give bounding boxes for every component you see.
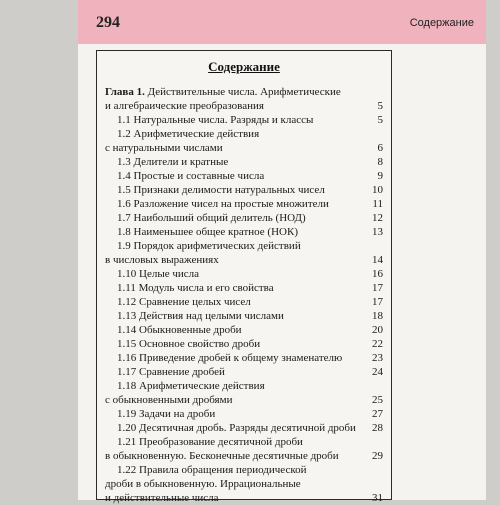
toc-entry [105, 225, 385, 239]
toc-entry-page: 28 [372, 422, 383, 434]
toc-entry [105, 477, 385, 491]
toc-entry-page: 27 [372, 408, 383, 420]
chapter-label: Глава 1. [105, 86, 145, 98]
toc-entry-title: 1.8 Наименьшее общее кратное (НОК) [117, 226, 298, 238]
toc-entry [105, 463, 385, 477]
toc-entry-page: 6 [377, 142, 383, 154]
chapter-title-line [105, 85, 385, 99]
toc-entry-title: и действительные числа [105, 492, 219, 504]
toc-entry-title: 1.1 Натуральные числа. Разряды и классы [117, 114, 314, 126]
toc-entry-title: 1.7 Наибольший общий делитель (НОД) [117, 212, 306, 224]
toc-entry-title: 1.4 Простые и составные числа [117, 170, 265, 182]
toc-entry-title: 1.13 Действия над целыми числами [117, 310, 284, 322]
toc-entry-page: 17 [372, 296, 383, 308]
toc-entry-page: 12 [372, 212, 383, 224]
toc-entry-title: 1.2 Арифметические действия [117, 128, 260, 140]
toc-entry [105, 155, 385, 169]
toc-entry-page: 14 [372, 254, 383, 266]
chapter-title-line2: и алгебраические преобразования [105, 100, 264, 112]
toc-entry [105, 393, 385, 407]
toc-entry-page: 5 [377, 114, 383, 126]
toc-entry [105, 379, 385, 393]
toc-entry-page: 8 [377, 156, 383, 168]
toc-entry-page: 20 [372, 324, 383, 336]
toc-entry-title: в числовых выражениях [105, 254, 219, 266]
toc-entry [105, 365, 385, 379]
toc-entry [105, 141, 385, 155]
toc-heading: Содержание [208, 59, 280, 74]
toc-entry-page: 24 [372, 366, 383, 378]
toc-entry [105, 197, 385, 211]
toc-entry-title: 1.15 Основное свойство дроби [117, 338, 261, 350]
toc-entry-title: 1.5 Признаки делимости натуральных чисел [117, 184, 325, 196]
toc-entry [105, 211, 385, 225]
toc-entry-page: 17 [372, 282, 383, 294]
toc-entry [105, 351, 385, 365]
toc-entry [105, 323, 385, 337]
toc-entry [105, 267, 385, 281]
toc-entry-title: 1.14 Обыкновенные дроби [117, 324, 242, 336]
toc-entry-title: с обыкновенными дробями [105, 394, 233, 406]
toc-entry-title: 1.19 Задачи на дроби [117, 408, 216, 420]
toc-entry-title: 1.17 Сравнение дробей [117, 366, 225, 378]
toc-entry-title: с натуральными числами [105, 142, 223, 154]
toc-entry-page: 13 [372, 226, 383, 238]
toc-entry [105, 169, 385, 183]
toc-entry [105, 127, 385, 141]
toc-entry-title: 1.11 Модуль числа и его свойства [117, 282, 274, 294]
toc-entry [105, 295, 385, 309]
toc-entry-title: 1.16 Приведение дробей к общему знаменателю [117, 352, 343, 364]
toc-entry-title: 1.3 Делители и кратные [117, 156, 229, 168]
toc-entry [105, 183, 385, 197]
toc-entry-page: 18 [372, 310, 383, 322]
toc-entry-title: 1.12 Сравнение целых чисел [117, 296, 251, 308]
toc-entry-page: 11 [372, 198, 383, 210]
toc-entry-title: 1.20 Десятичная дробь. Разряды десятичной дроби [117, 422, 356, 434]
toc-entry-page: 9 [377, 170, 383, 182]
toc-entry [105, 407, 385, 421]
toc-entry-page: 31 [372, 492, 383, 504]
toc-entry [105, 281, 385, 295]
page-number: 294 [96, 14, 120, 31]
chapter-title-line1: Действительные числа. Арифметические [147, 86, 341, 98]
toc-entry-page: 29 [372, 450, 383, 462]
toc-entry [105, 253, 385, 267]
toc-entry [105, 421, 385, 435]
toc-entry-page: 22 [372, 338, 383, 350]
toc-entry-page: 23 [372, 352, 383, 364]
toc-entry-title: 1.18 Арифметические действия [117, 380, 265, 392]
running-title: Содержание [409, 17, 474, 29]
toc-entry-title: 1.22 Правила обращения периодической [117, 464, 307, 476]
toc-entry-page: 16 [372, 268, 383, 280]
toc-entry [105, 337, 385, 351]
chapter-page: 5 [377, 100, 383, 112]
toc-entry-title: 1.21 Преобразование десятичной дроби [117, 436, 303, 448]
toc-entry-page: 10 [372, 184, 383, 196]
toc-entry-title: 1.10 Целые числа [117, 268, 200, 280]
toc-entry-title: 1.6 Разложение чисел на простые множители [117, 198, 329, 210]
toc-entry [105, 309, 385, 323]
toc-entry-title: дроби в обыкновенную. Иррациональные [105, 478, 301, 490]
toc-entry-page: 25 [372, 394, 383, 406]
chapter-title-line [105, 99, 385, 113]
toc-entry-title: в обыкновенную. Бесконечные десятичные дроби [105, 450, 339, 462]
toc-entry [105, 449, 385, 463]
toc-entry [105, 435, 385, 449]
toc-entry-title: 1.9 Порядок арифметических действий [117, 240, 301, 252]
toc-entry [105, 491, 385, 505]
table-of-contents [96, 50, 392, 504]
toc-entry [105, 113, 385, 127]
toc-entry [105, 239, 385, 253]
